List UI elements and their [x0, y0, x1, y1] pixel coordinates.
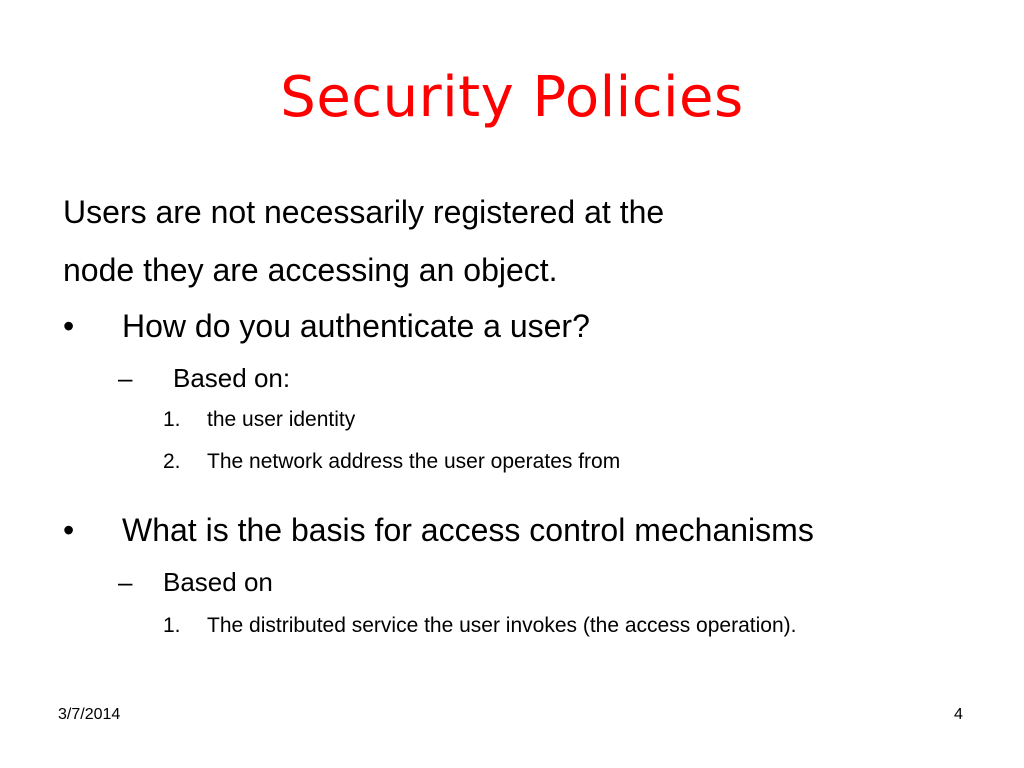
- bullet-1-sub: [0, 362, 1024, 394]
- bullet-1-sub-mark: –: [118, 363, 133, 393]
- bullet-2-item-1: [0, 612, 1024, 640]
- bullet-2-item-1-text: The distributed service the user invokes (the access operation).: [207, 614, 797, 637]
- bullet-2-item-1-num: 1.: [163, 614, 181, 637]
- bullet-1-item-1: [0, 406, 1024, 434]
- bullet-1: [0, 306, 1024, 346]
- bullet-1-item-1-text: the user identity: [207, 408, 356, 431]
- bullet-2-mark: •: [63, 512, 75, 548]
- intro-line-2: node they are accessing an object.: [63, 252, 558, 288]
- bullet-1-item-2-text: The network address the user operates from: [207, 450, 621, 473]
- slide-title: Security Policies: [280, 65, 744, 130]
- bullet-1-sub-text: Based on:: [173, 363, 291, 393]
- bullet-1-mark: •: [63, 308, 75, 344]
- bullet-1-item-2: [0, 448, 1024, 476]
- bullet-1-item-2-num: 2.: [163, 450, 181, 473]
- bullet-2-sub: [0, 566, 1024, 598]
- bullet-2-text: What is the basis for access control mechanisms: [122, 512, 814, 548]
- bullet-2-sub-mark: –: [118, 567, 133, 597]
- intro-line-1: Users are not necessarily registered at the: [63, 194, 665, 230]
- bullet-2-sub-text: Based on: [163, 567, 273, 597]
- bullet-2: [0, 510, 1024, 550]
- footer-date: 3/7/2014: [58, 706, 121, 723]
- bullet-1-item-1-num: 1.: [163, 408, 181, 431]
- bullet-1-text: How do you authenticate a user?: [122, 308, 590, 344]
- footer-page-number: 4: [954, 706, 963, 723]
